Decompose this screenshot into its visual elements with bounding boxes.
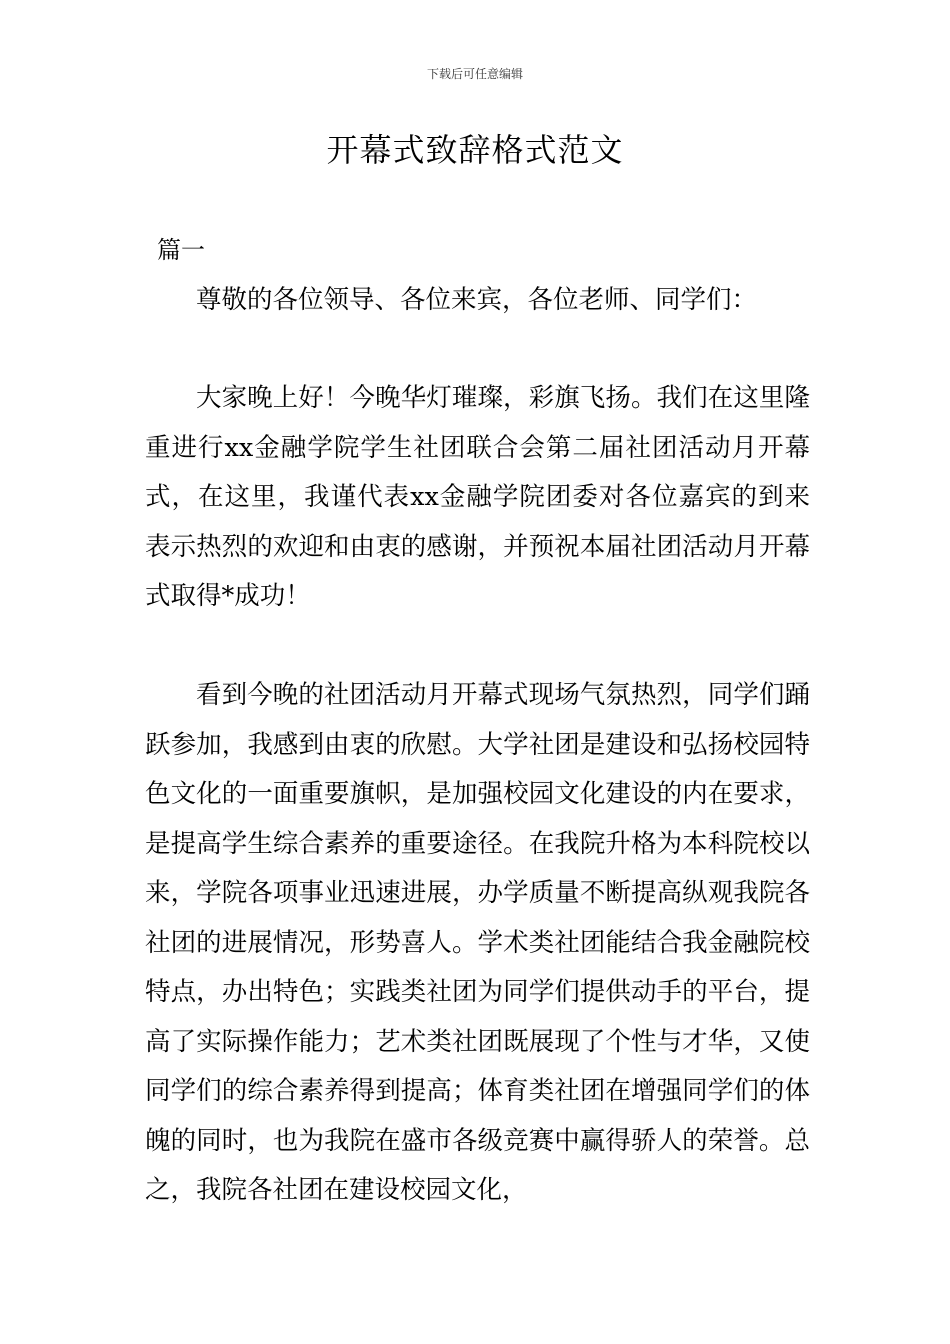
header-note: 下载后可任意编辑 [426,67,523,81]
body-paragraph-1: 大家晚上好！今晚华灯璀璨，彩旗飞扬。我们在这里隆重进行xx金融学院学生社团联合会第二届社团活动月开幕式，在这里，我谨代表xx金融学院团委对各位嘉宾的到来表示热烈的欢迎和由衷的感谢，并预祝本届社团活动月开幕式取得*成功！ [145,383,810,611]
section-label: 篇一 [157,236,205,264]
body-paragraph-2: 看到今晚的社团活动月开幕式现场气氛热烈，同学们踊跃参加，我感到由衷的欣慰。大学社团是建设和弘扬校园特色文化的一面重要旗帜，是加强校园文化建设的内在要求，是提高学生综合素养的重要途径。在我院升格为本科院校以来，学院各项事业迅速进展，办学质量不断提高纵观我院各社团的进展情况，形势喜人。学术类社团能结合我金融院校特点，办出特色；实践类社团为同学们提供动手的平台，提高了实际操作能力；艺术类社团既展现了个性与才华，又使同学们的综合素养得到提高；体育类社团在增强同学们的体魄的同时，也为我院在盛市各级竞赛中赢得骄人的荣誉。总之，我院各社团在建设校园文化， [145,680,810,1205]
salutation-paragraph: 尊敬的各位领导、各位来宾，各位老师、同学们： [196,285,758,315]
document-title: 开幕式致辞格式范文 [326,131,624,169]
